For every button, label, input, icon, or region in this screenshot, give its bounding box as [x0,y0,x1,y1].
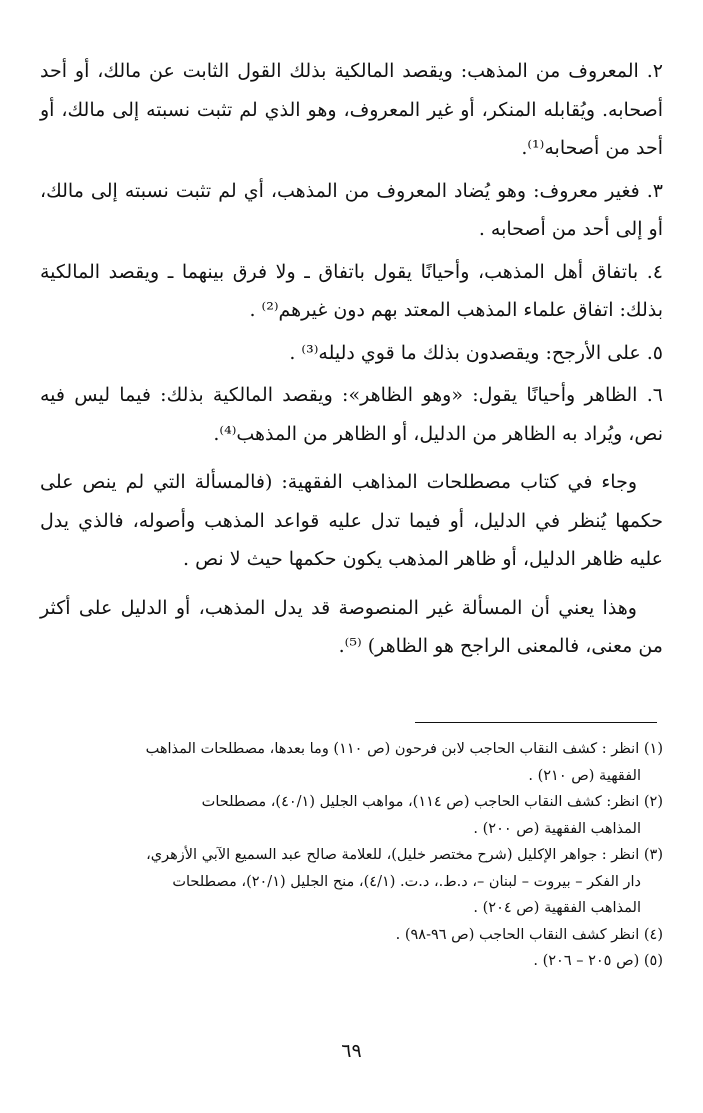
footnote-line: الفقهية (ص ٢١٠) . [528,767,641,784]
footnote-line: (٤) انظر كشف النقاب الحاجب (ص ٩٦-٩٨) . [395,926,663,943]
footnote [40,842,663,922]
footnote-line: (٣) انظر : جواهر الإكليل (شرح مختصر خليل)، للعلامة صالح عبد السميع الآبي الأزهري، [146,847,663,863]
page-number: ٦٩ [341,1040,362,1062]
footnote-line: (١) انظر : كشف النقاب الحاجب لابن فرحون (ص ١١٠) وما بعدها، مصطلحات المذاهب [145,741,663,757]
footnote-line: (٥) (ص ٢٠٥ – ٢٠٦) . [533,953,663,969]
footnote-divider [415,722,657,723]
list-item: ٦. الظاهر وأحيانًا يقول: «وهو الظاهر»: ويقصد المالكية بذلك: فيما ليس فيه نص، ويُراد به الظاهر من الدليل، أو الظاهر من المذهب⁽⁴⁾. [40,384,663,445]
footnote [40,948,663,975]
footnote-line: (٢) انظر: كشف النقاب الحاجب (ص ١١٤)، مواهب الجليل (٤٠/١)، مصطلحات [201,794,663,810]
footnote-line: المذاهب الفقهية (ص ٢٠٠) . [473,820,641,837]
list-item: ٥. على الأرجح: ويقصدون بذلك ما قوي دليله⁽³⁾ . [289,341,663,364]
footnote [40,736,663,789]
list-item: ٣. فغير معروف: وهو يُضاد المعروف من المذهب، أي لم تثبت نسبته إلى مالك، أو إلى أحد من أصحابه . [40,179,663,240]
footnote-line: دار الفكر – بيروت – لبنان –، د.ط.، د.ت. (٤/١)، منح الجليل (٢٠/١)، مصطلحات [172,873,641,890]
main-text [40,52,663,666]
footnote [40,789,663,842]
footnote-line: المذاهب الفقهية (ص ٢٠٤) . [473,900,641,916]
list-item: ٤. باتفاق أهل المذهب، وأحيانًا يقول باتفاق ـ ولا فرق بينهما ـ ويقصد المالكية بذلك: اتفاق علماء المذهب المعتد بهم دون غيرهم⁽²⁾ . [40,260,663,321]
footnotes [40,736,663,975]
list-item: ٢. المعروف من المذهب: ويقصد المالكية بذلك القول الثابت عن مالك، أو أحد أصحابه. ويُقابله المنكر، أو غير المعروف، وهو الذي لم تثبت نسبته إلى مالك، أو أحد من أصحابه⁽¹⁾. [40,60,663,159]
footnote [40,922,663,949]
paragraph: وجاء في كتاب مصطلحات المذاهب الفقهية: (فالمسألة التي لم ينص على حكمها يُنظر في الدليل، أو فيما تدل عليه قواعد المذهب وأصوله، فالذي يدل عليه ظاهر الدليل، أو ظاهر المذهب يكون حكمها حيث لا نص . [40,471,663,570]
paragraph: وهذا يعني أن المسألة غير المنصوصة قد يدل المذهب، أو الدليل على أكثر من معنى، فالمعنى الراجح هو الظاهر) ⁽⁵⁾. [40,596,663,657]
